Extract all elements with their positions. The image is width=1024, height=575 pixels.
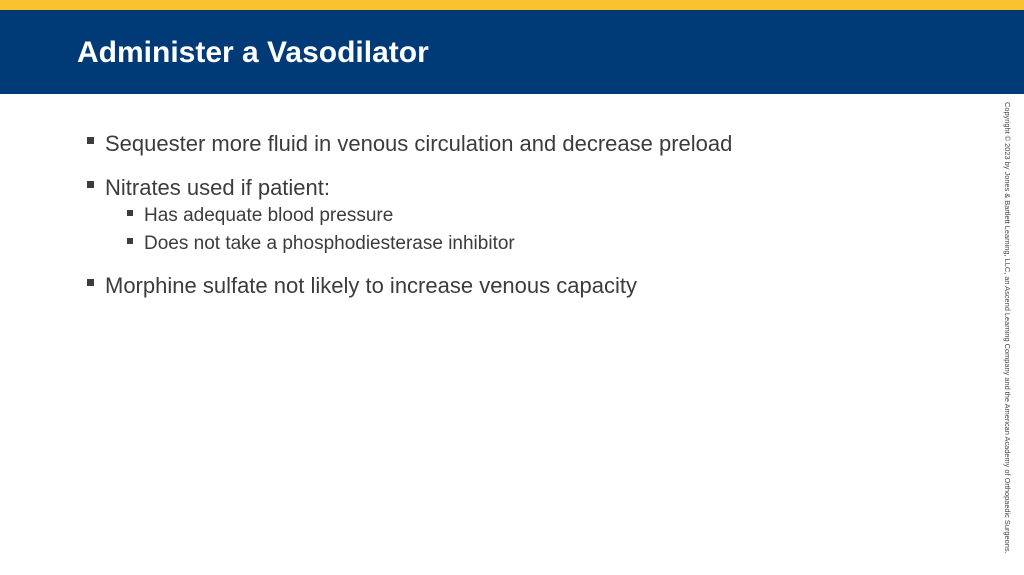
bullet-text: Morphine sulfate not likely to increase venous capacity	[105, 273, 637, 298]
bullet-item	[85, 172, 965, 258]
copyright-notice: Copyright © 2023 by Jones & Bartlett Learning, LLC, an Ascend Learning Company and the American Academy of Orthopaedic Surgeons.	[1003, 102, 1012, 554]
slide-title: Administer a Vasodilator	[77, 36, 429, 69]
sub-bullet-item	[125, 230, 965, 258]
bullet-text: Sequester more fluid in venous circulation and decrease preload	[105, 131, 733, 156]
sub-bullet-text: Has adequate blood pressure	[144, 205, 394, 226]
accent-stripe	[0, 0, 1024, 10]
sub-bullet-text: Does not take a phosphodiesterase inhibitor	[144, 233, 515, 254]
sub-bullet-list	[105, 202, 965, 258]
sub-bullet-item	[125, 202, 965, 230]
square-bullet-icon	[127, 210, 133, 216]
bullet-text: Nitrates used if patient:	[105, 175, 331, 200]
bullet-item	[85, 270, 965, 302]
bullet-item	[85, 128, 965, 160]
square-bullet-icon	[127, 238, 133, 244]
bullet-list	[85, 128, 965, 314]
square-bullet-icon	[87, 137, 94, 144]
square-bullet-icon	[87, 181, 94, 188]
square-bullet-icon	[87, 279, 94, 286]
